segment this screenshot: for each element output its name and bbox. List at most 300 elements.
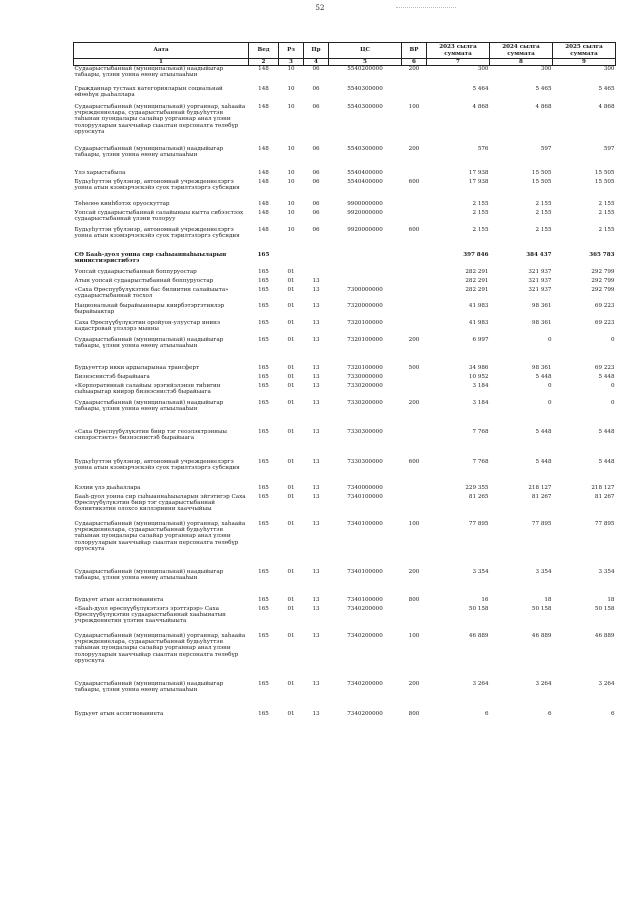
table-row <box>74 170 616 179</box>
row-pr-cell: 06 <box>312 145 320 152</box>
row-vr-cell: 200 <box>408 66 420 72</box>
row-rz-cell: 01 <box>287 382 295 389</box>
row-vr-cell: 600 <box>408 226 420 233</box>
header-sum-2023: 2023 сылга суммата <box>427 43 490 59</box>
row-sum-2024-cell: 5 465 <box>535 85 552 92</box>
row-name-cell: Бааһ-дуол уонна сир сыһыаннаһыыларын эйгэтигэр Саха Өрөспүүбүлүкэтин биир тэг судаарыстыбаннай бэлиитикэтин олохсо киллэриини хааччыйыы <box>74 493 246 513</box>
header-rz: Рз <box>279 43 304 59</box>
row-vr-cell <box>402 252 427 269</box>
row-sum-2023-cell: 2 155 <box>472 200 489 207</box>
row-sum-2023-cell: 7 768 <box>472 458 489 465</box>
row-vr-cell: 100 <box>408 520 420 527</box>
row-sum-2024-cell: 321 937 <box>528 277 552 284</box>
row-pr-cell: 13 <box>312 364 320 371</box>
row-sum-2023-cell: 3 264 <box>472 680 489 687</box>
row-ved-cell: 165 <box>258 319 269 326</box>
row-pr-cell: 13 <box>312 277 320 284</box>
table-row <box>74 597 616 606</box>
row-vr-cell: 200 <box>408 680 420 687</box>
row-sum-2023-cell: 3 184 <box>472 399 489 406</box>
row-sum-2025-cell: 292 799 <box>591 277 615 284</box>
row-vr-cell: 600 <box>408 458 420 465</box>
row-sum-2024-cell: 2 155 <box>535 200 552 207</box>
table-row <box>74 210 616 227</box>
row-pr-cell: 13 <box>312 336 320 343</box>
row-pr-cell: 06 <box>312 66 320 72</box>
row-ved-cell: 165 <box>258 596 269 603</box>
table-row <box>74 494 616 521</box>
row-vr-cell <box>402 494 427 521</box>
row-sum-2024-cell: 218 127 <box>528 484 552 491</box>
row-sum-2024-cell: 98 361 <box>531 364 552 371</box>
row-sum-2023-cell: 10 952 <box>468 373 489 380</box>
row-sum-2024-cell: 50 158 <box>531 605 552 612</box>
row-ved-cell: 165 <box>258 710 269 717</box>
row-ved-cell: 148 <box>258 226 269 233</box>
row-pr-cell: 13 <box>312 493 320 500</box>
row-ved-cell: 148 <box>258 85 269 92</box>
row-vr-cell: 500 <box>408 364 420 371</box>
scan-artifact-mark <box>396 7 456 9</box>
row-pr-cell: 06 <box>312 178 320 185</box>
table-row <box>74 374 616 383</box>
row-vr-cell <box>402 287 427 303</box>
row-rz-cell: 10 <box>287 178 295 185</box>
row-sum-2025-cell: 3 354 <box>598 568 615 575</box>
table-row <box>74 400 616 429</box>
row-sum-2025-cell: 292 799 <box>591 268 615 275</box>
table-row <box>74 66 616 86</box>
row-sum-2023-cell: 41 983 <box>468 319 489 326</box>
row-pr-cell: 13 <box>312 568 320 575</box>
row-pr-cell: 06 <box>312 209 320 216</box>
header-sum-2025: 2025 сылга суммата <box>553 43 616 59</box>
row-ved-cell: 165 <box>258 286 269 293</box>
row-rz-cell: 01 <box>287 373 295 380</box>
row-pr-cell: 06 <box>312 226 320 233</box>
row-name-cell: «Саха Өрөспүүбүлүкэтин бас билиитин салайыыта» судаарыстыбаннай тосхол <box>74 286 229 299</box>
row-pr-cell: 13 <box>312 286 320 293</box>
row-ved-cell: 165 <box>258 520 269 527</box>
row-cs-cell: 5540400000 <box>347 178 383 185</box>
row-sum-2023-cell: 229 355 <box>465 484 489 491</box>
column-number: 6 <box>402 59 427 66</box>
row-rz-cell: 01 <box>287 364 295 371</box>
row-rz-cell: 01 <box>287 458 295 465</box>
table-row <box>74 303 616 320</box>
row-rz-cell: 01 <box>287 428 295 435</box>
row-ved-cell: 165 <box>258 458 269 465</box>
row-rz-cell: 10 <box>287 226 295 233</box>
row-cs-cell: 7330200000 <box>347 399 383 406</box>
header-cs: ЦС <box>329 43 402 59</box>
column-number: 5 <box>329 59 402 66</box>
row-rz-cell: 10 <box>287 103 295 110</box>
row-name-cell: Бизнэснистэб бырайыага <box>74 373 150 380</box>
row-ved-cell: 148 <box>258 169 269 176</box>
row-sum-2025-cell: 0 <box>610 399 615 406</box>
row-rz-cell: 10 <box>287 66 295 72</box>
row-rz-cell: 01 <box>287 632 295 639</box>
row-pr-cell: 06 <box>312 103 320 110</box>
column-number: 1 <box>74 59 249 66</box>
row-rz-cell: 10 <box>287 85 295 92</box>
row-sum-2024-cell: 81 267 <box>531 493 552 500</box>
row-vr-cell <box>402 210 427 227</box>
row-sum-2023-cell: 17 938 <box>468 178 489 185</box>
row-vr-cell: 200 <box>408 145 420 152</box>
row-rz-cell: 01 <box>287 277 295 284</box>
row-ved-cell: 165 <box>258 382 269 389</box>
row-name-cell: Будьуһуттэн үбүлэнэр, автономнай учреждениелэргэ уонна атын кээмэрчэскэйэ суох тэрилтэлэргэ субсидия <box>74 178 240 191</box>
row-sum-2025-cell: 69 223 <box>594 302 615 309</box>
row-pr-cell: 13 <box>312 520 320 527</box>
row-ved-cell: 165 <box>258 632 269 639</box>
row-cs-cell: 7340200000 <box>347 680 383 687</box>
row-vr-cell: 800 <box>408 596 420 603</box>
row-rz-cell: 01 <box>287 302 295 309</box>
row-ved-cell: 165 <box>258 484 269 491</box>
row-sum-2024-cell: 46 889 <box>531 632 552 639</box>
row-sum-2024-cell: 321 937 <box>528 268 552 275</box>
row-name-cell: Уопсай судаарыстыбаннай салайыныы кытта сибээстээх судаарыстыбаннай үлэни толоруу <box>74 209 244 222</box>
row-vr-cell: 200 <box>408 336 420 343</box>
row-sum-2025-cell: 4 868 <box>598 103 615 110</box>
row-cs-cell <box>329 252 402 269</box>
header-name: Аата <box>74 43 249 59</box>
row-cs-cell: 9920000000 <box>347 226 383 233</box>
header-row <box>74 43 616 59</box>
row-sum-2025-cell: 0 <box>610 336 615 343</box>
row-ved-cell: 148 <box>258 103 269 110</box>
row-vr-cell <box>402 320 427 337</box>
row-sum-2025-cell: 81 267 <box>594 493 615 500</box>
row-sum-2024-cell: 98 361 <box>531 302 552 309</box>
row-ved-cell: 165 <box>258 302 269 309</box>
row-name-cell: Судаарыстыбаннай (муниципальнай) уорганнар, хаһаайа учреждениелара, судаарыстыбаннай будьуһуттэн таһынан пуондалары салайар уорганнар анал үлэни толорууларын хааччыйар сыалтан персоналга төлөбүр оруоскута <box>74 520 246 553</box>
row-pr-cell <box>304 252 329 269</box>
row-rz-cell: 01 <box>287 680 295 687</box>
row-sum-2023-cell: 282 291 <box>465 286 489 293</box>
table-row <box>74 287 616 303</box>
row-cs-cell: 5540300000 <box>347 85 383 92</box>
row-cs-cell: 7340100000 <box>347 596 383 603</box>
row-sum-2023-cell: 2 155 <box>472 209 489 216</box>
table-row <box>74 429 616 459</box>
row-sum-2024-cell: 0 <box>547 382 552 389</box>
row-vr-cell <box>402 485 427 494</box>
page-number: 52 <box>315 4 325 12</box>
row-sum-2025-cell: 2 155 <box>598 209 615 216</box>
row-name-cell: Үлэ харыстабыла <box>74 169 126 176</box>
row-pr-cell: 06 <box>312 85 320 92</box>
row-name-cell: Кэлии үлэ дьаһаллара <box>74 484 141 491</box>
row-rz-cell: 01 <box>287 710 295 717</box>
row-rz-cell: 01 <box>287 319 295 326</box>
row-pr-cell: 13 <box>312 373 320 380</box>
row-ved-cell: 165 <box>258 364 269 371</box>
row-ved-cell: 165 <box>258 277 269 284</box>
column-number-row <box>74 59 616 66</box>
row-sum-2025-cell: 69 223 <box>594 364 615 371</box>
row-sum-2025-cell: 0 <box>610 382 615 389</box>
row-sum-2024-cell: 6 <box>547 710 552 717</box>
row-sum-2025-cell: 15 505 <box>594 169 615 176</box>
row-vr-cell <box>402 278 427 287</box>
row-name-cell: Судаарыстыбаннай (муниципальнай) наадыйыгар табаары, үлэни уонна өнөнү атыылааһын <box>74 680 224 693</box>
row-sum-2025-cell: 77 895 <box>594 520 615 527</box>
row-vr-cell <box>402 374 427 383</box>
row-sum-2024-cell: 3 264 <box>535 680 552 687</box>
row-sum-2025-cell: 300 <box>603 66 615 72</box>
table-row <box>74 365 616 374</box>
row-sum-2024-cell: 15 505 <box>531 178 552 185</box>
row-cs-cell: 7340000000 <box>347 484 383 491</box>
row-pr-cell: 13 <box>312 710 320 717</box>
row-rz-cell: 10 <box>287 169 295 176</box>
row-rz-cell: 01 <box>287 268 295 275</box>
row-cs-cell: 7330000000 <box>347 373 383 380</box>
row-vr-cell <box>402 269 427 278</box>
row-name-cell: Судаарыстыбаннай (муниципальнай) наадыйыгар табаары, үлэни уонна өнөнү атыылааһын <box>74 399 224 412</box>
row-sum-2024-cell: 5 448 <box>535 458 552 465</box>
row-rz-cell: 01 <box>287 520 295 527</box>
table-row <box>74 179 616 201</box>
row-pr-cell: 13 <box>312 428 320 435</box>
row-sum-2024-cell: 15 505 <box>531 169 552 176</box>
row-ved-cell: 148 <box>258 178 269 185</box>
row-sum-2025-cell: 15 505 <box>594 178 615 185</box>
table-row <box>74 337 616 365</box>
row-vr-cell: 200 <box>408 568 420 575</box>
row-sum-2024-cell: 77 895 <box>531 520 552 527</box>
row-name-cell: Атын уопсай судаарыстыбаннай боппуруостар <box>74 277 214 284</box>
row-cs-cell <box>329 269 402 278</box>
row-pr-cell: 06 <box>312 200 320 207</box>
header-ved: Вед <box>249 43 279 59</box>
row-cs-cell: 7320100000 <box>347 319 383 326</box>
table-row <box>74 269 616 278</box>
table-row <box>74 569 616 597</box>
row-name-cell: Будьуөт атын ассигнованиета <box>74 596 164 603</box>
row-name-cell: Будьуөт атын ассигнованиета <box>74 710 164 717</box>
row-sum-2023-cell: 17 938 <box>468 169 489 176</box>
row-cs-cell: 7340100000 <box>347 520 383 527</box>
row-vr-cell: 800 <box>408 710 420 717</box>
row-rz-cell: 01 <box>287 399 295 406</box>
row-name-cell: Будьуһуттэн үбүлэнэр, автономнай учреждениелэргэ уонна атын кээмэрчэскэйэ суох тэрилтэлэргэ субсидия <box>74 226 240 239</box>
budget-table <box>73 42 616 720</box>
table-row <box>74 606 616 633</box>
row-ved-cell: 165 <box>258 568 269 575</box>
row-ved-cell: 165 <box>258 680 269 687</box>
row-ved-cell: 148 <box>258 209 269 216</box>
row-vr-cell <box>402 86 427 104</box>
row-name-cell: Уопсай судаарыстыбаннай боппуруостар <box>74 268 197 275</box>
row-pr-cell: 13 <box>312 399 320 406</box>
row-sum-2023-cell: 5 464 <box>472 85 489 92</box>
row-sum-2025-cell: 50 158 <box>594 605 615 612</box>
row-cs-cell: 7340200000 <box>347 605 383 612</box>
row-cs-cell <box>329 278 402 287</box>
header-sum-2024: 2024 сылга суммата <box>490 43 553 59</box>
row-cs-cell: 5540300000 <box>347 145 383 152</box>
row-name-cell: «Саха Өрөспүүбүлүкэтин биир тэг геоэлэктрэнныы сипэрэстэнтэ» бизнэснистэб бырайыага <box>74 428 227 441</box>
row-rz-cell: 10 <box>287 209 295 216</box>
row-ved-cell: 148 <box>258 66 269 72</box>
row-name-cell: Судаарыстыбаннай (муниципальнай) наадыйыгар табаары, үлэни уонна өнөнү атыылааһын <box>74 66 224 79</box>
row-cs-cell: 7340200000 <box>347 710 383 717</box>
row-vr-cell <box>402 383 427 400</box>
row-sum-2025-cell: 5 448 <box>598 458 615 465</box>
row-sum-2025-cell: 5 465 <box>598 85 615 92</box>
row-sum-2023-cell: 576 <box>477 145 489 152</box>
row-sum-2024-cell: 384 437 <box>526 251 552 258</box>
row-cs-cell: 7340100000 <box>347 493 383 500</box>
row-rz-cell: 10 <box>287 200 295 207</box>
table-row <box>74 201 616 210</box>
header-pr: Пр <box>304 43 329 59</box>
row-sum-2023-cell: 7 768 <box>472 428 489 435</box>
row-vr-cell <box>402 170 427 179</box>
table-row <box>74 86 616 104</box>
row-cs-cell: 7320100000 <box>347 364 383 371</box>
row-rz-cell: 01 <box>287 568 295 575</box>
row-ved-cell: 165 <box>257 251 270 258</box>
row-cs-cell: 9900000000 <box>347 200 383 207</box>
row-ved-cell: 165 <box>258 268 269 275</box>
header-vr: ВР <box>402 43 427 59</box>
row-sum-2025-cell: 5 448 <box>598 373 615 380</box>
row-sum-2024-cell: 5 448 <box>535 373 552 380</box>
row-pr-cell: 13 <box>312 382 320 389</box>
row-sum-2025-cell: 6 <box>610 710 615 717</box>
row-sum-2025-cell: 218 127 <box>591 484 615 491</box>
row-sum-2024-cell: 0 <box>547 399 552 406</box>
row-rz-cell: 10 <box>287 145 295 152</box>
budget-table-body <box>74 66 616 720</box>
column-number: 9 <box>553 59 616 66</box>
row-rz-cell: 01 <box>287 596 295 603</box>
row-rz-cell: 01 <box>287 336 295 343</box>
row-sum-2025-cell: 18 <box>607 596 615 603</box>
row-pr-cell: 13 <box>312 596 320 603</box>
table-row <box>74 383 616 400</box>
row-pr-cell: 13 <box>312 680 320 687</box>
row-cs-cell: 5540400000 <box>347 169 383 176</box>
row-sum-2025-cell: 365 783 <box>589 251 615 258</box>
row-ved-cell: 148 <box>258 145 269 152</box>
table-row <box>74 104 616 146</box>
row-name-cell: Судаарыстыбаннай (муниципальнай) уорганнар, хаһаайа учреждениелара, судаарыстыбаннай будьуһуттэн таһынан пуондалары салайар уорганнар анал үлэни толорууларын хааччыйар сыалтан персоналга төлөбүр оруоскута <box>74 632 246 665</box>
row-sum-2024-cell: 98 361 <box>531 319 552 326</box>
table-row <box>74 681 616 711</box>
row-sum-2023-cell: 282 291 <box>465 277 489 284</box>
column-number: 4 <box>304 59 329 66</box>
row-sum-2023-cell: 6 <box>484 710 489 717</box>
table-row <box>74 320 616 337</box>
row-pr-cell: 06 <box>312 169 320 176</box>
row-pr-cell: 13 <box>312 605 320 612</box>
column-number: 2 <box>249 59 279 66</box>
row-ved-cell: 165 <box>258 493 269 500</box>
row-vr-cell <box>402 606 427 633</box>
row-name-cell: Гражданнар тустаах категорияларын социальнай өйөөһүн дьаһаллара <box>74 85 223 98</box>
row-ved-cell: 165 <box>258 428 269 435</box>
row-pr-cell: 13 <box>312 632 320 639</box>
row-sum-2024-cell: 4 868 <box>535 103 552 110</box>
row-pr-cell: 13 <box>312 302 320 309</box>
row-sum-2025-cell: 5 448 <box>598 428 615 435</box>
row-sum-2024-cell: 5 448 <box>535 428 552 435</box>
row-sum-2023-cell: 77 895 <box>468 520 489 527</box>
row-name-cell: Төһөлөө кииһбэтэх оруоскуттар <box>74 200 170 207</box>
row-cs-cell: 7330300000 <box>347 428 383 435</box>
row-name-cell: Судаарыстыбаннай (муниципальнай) уорганнар, хаһаайа учреждениелара, судаарыстыбаннай будьуһуттэн таһынан пуондалары салайар уорганнар анал үлэни толорууларын хааччыйар сыалтан персоналга төлөбүр оруоскута <box>74 103 246 136</box>
row-name-cell: Судаарыстыбаннай (муниципальнай) наадыйыгар табаары, үлэни уонна өнөнү атыылааһын <box>74 145 224 158</box>
row-sum-2023-cell: 397 846 <box>463 251 489 258</box>
row-sum-2025-cell: 69 223 <box>594 319 615 326</box>
column-number: 7 <box>427 59 490 66</box>
row-sum-2024-cell: 2 155 <box>535 226 552 233</box>
row-sum-2025-cell: 2 155 <box>598 200 615 207</box>
row-sum-2024-cell: 321 937 <box>528 286 552 293</box>
table-row <box>74 252 616 269</box>
row-cs-cell: 9920000000 <box>347 209 383 216</box>
row-sum-2024-cell: 300 <box>540 66 552 72</box>
row-name-cell: СӨ Бааһ-дуол уонна сир сыһыаннаһыыларын министиэристибэтэ <box>74 251 227 264</box>
row-sum-2023-cell: 282 291 <box>465 268 489 275</box>
row-vr-cell <box>402 201 427 210</box>
row-cs-cell: 7340100000 <box>347 568 383 575</box>
row-ved-cell: 165 <box>258 373 269 380</box>
row-name-cell: Саха Өрөспүүбүлүкэтин оройуон-улуустар ининэ кадастровай үлэлэрэ мынны <box>74 319 221 332</box>
table-row <box>74 711 616 720</box>
row-cs-cell: 7340200000 <box>347 632 383 639</box>
row-cs-cell: 7320000000 <box>347 302 383 309</box>
row-sum-2023-cell: 2 155 <box>472 226 489 233</box>
row-pr-cell: 13 <box>312 319 320 326</box>
row-sum-2025-cell: 3 264 <box>598 680 615 687</box>
row-pr-cell: 13 <box>312 458 320 465</box>
row-vr-cell: 200 <box>408 399 420 406</box>
row-name-cell: Судаарыстыбаннай (муниципальнай) наадыйыгар табаары, үлэни уонна өнөнү атыылааһын <box>74 336 224 349</box>
row-cs-cell: 7330200000 <box>347 382 383 389</box>
row-rz-cell: 01 <box>287 286 295 293</box>
row-sum-2023-cell: 4 868 <box>472 103 489 110</box>
row-sum-2025-cell: 2 155 <box>598 226 615 233</box>
row-rz-cell <box>279 252 304 269</box>
table-row <box>74 146 616 170</box>
row-ved-cell: 165 <box>258 399 269 406</box>
row-rz-cell: 01 <box>287 493 295 500</box>
row-sum-2025-cell: 292 799 <box>591 286 615 293</box>
row-sum-2023-cell: 16 <box>481 596 489 603</box>
row-sum-2023-cell: 6 997 <box>472 336 489 343</box>
row-cs-cell: 5540300000 <box>347 103 383 110</box>
row-vr-cell: 600 <box>408 178 420 185</box>
row-sum-2023-cell: 41 983 <box>468 302 489 309</box>
row-ved-cell: 165 <box>258 336 269 343</box>
column-number: 3 <box>279 59 304 66</box>
row-ved-cell: 165 <box>258 605 269 612</box>
row-ved-cell: 148 <box>258 200 269 207</box>
row-sum-2024-cell: 18 <box>544 596 552 603</box>
row-vr-cell <box>402 429 427 459</box>
row-name-cell: Национальнай бырайыаннары киирбэтэргэтиилэр бырайыактар <box>74 302 225 315</box>
row-sum-2023-cell: 50 158 <box>468 605 489 612</box>
table-row <box>74 485 616 494</box>
